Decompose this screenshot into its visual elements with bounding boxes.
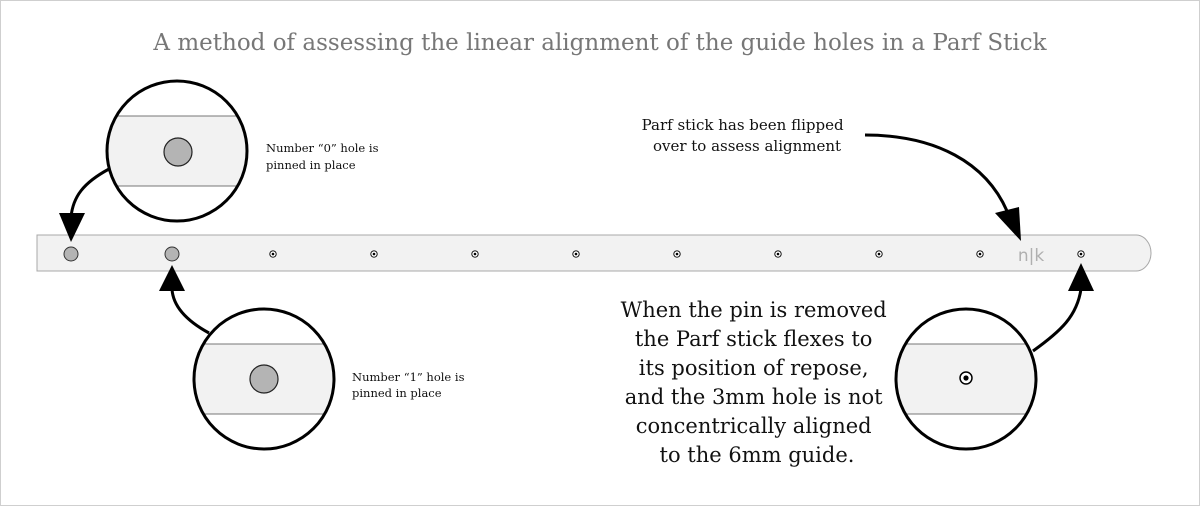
- explanation-line-6: to the 6mm guide.: [659, 443, 855, 467]
- callout-hole-0: [266, 141, 382, 172]
- guide-hole-center: [1080, 253, 1083, 256]
- hole-0-pinned: [64, 247, 78, 261]
- magnifier-hole-1: [186, 309, 346, 449]
- magnified-pin-0: [164, 138, 192, 166]
- magnifier-hole-0: [101, 81, 261, 221]
- callout-hole-0-line-1: Number “0” hole is: [266, 141, 379, 155]
- guide-hole-center: [878, 253, 881, 256]
- callout-hole-0-line-2: pinned in place: [266, 158, 356, 172]
- explanation-line-3: its position of repose,: [638, 356, 869, 380]
- arrow-hole-1: [172, 289, 209, 333]
- arrow-hole-0: [71, 169, 109, 217]
- parf-stick: [37, 235, 1151, 271]
- explanation-line-1: When the pin is removed: [620, 298, 887, 322]
- hole-1-pinned: [165, 247, 179, 261]
- guide-hole-center: [474, 253, 477, 256]
- diagram-svg: [1, 1, 1199, 505]
- stick-logo: n|k: [1017, 246, 1045, 266]
- magnified-3mm-hole: [963, 375, 968, 380]
- callout-hole-1: [352, 370, 468, 400]
- explanation-line-4: and the 3mm hole is not: [624, 385, 883, 409]
- guide-hole-center: [272, 253, 275, 256]
- explanation-line-2: the Parf stick flexes to: [634, 327, 873, 351]
- arrow-flipped: [865, 135, 1007, 211]
- callout-hole-1-line-2: pinned in place: [352, 386, 442, 400]
- guide-hole-center: [777, 253, 780, 256]
- callout-flipped-line-1: Parf stick has been flipped: [641, 116, 844, 134]
- diagram-title: A method of assessing the linear alignment of the guide holes in a Parf Stick: [153, 30, 1047, 56]
- guide-hole-center: [979, 253, 982, 256]
- guide-hole-center: [575, 253, 578, 256]
- guide-hole-center: [373, 253, 376, 256]
- callout-hole-1-line-1: Number “1” hole is: [352, 370, 465, 384]
- magnifier-last-hole: [886, 309, 1046, 449]
- callout-flipped: [642, 116, 849, 155]
- magnified-pin-1: [250, 365, 278, 393]
- explanation-line-5: concentrically aligned: [635, 414, 872, 438]
- arrow-last-hole: [1033, 289, 1081, 351]
- guide-hole-center: [676, 253, 679, 256]
- callout-flipped-line-2: over to assess alignment: [652, 137, 842, 155]
- explanation-text: [621, 298, 894, 467]
